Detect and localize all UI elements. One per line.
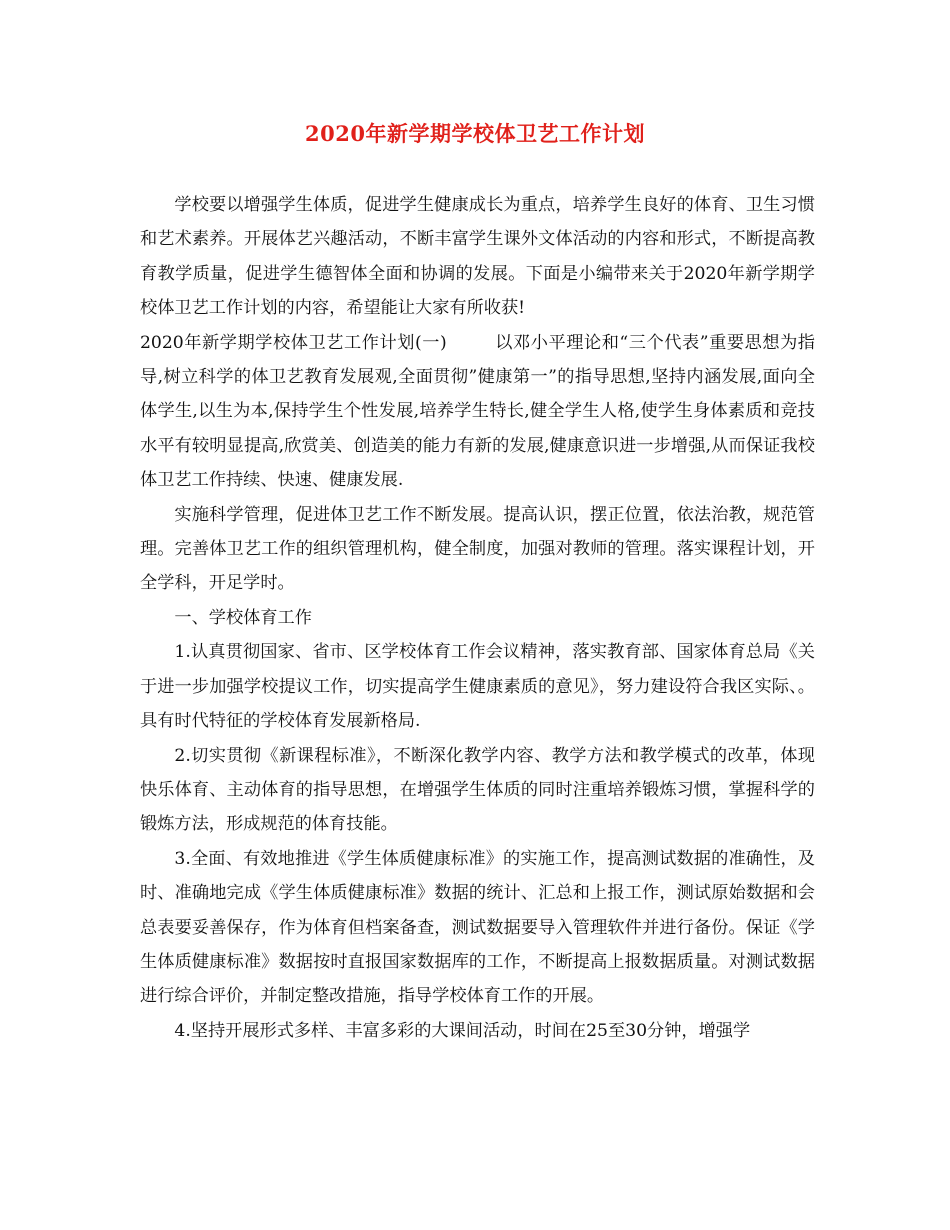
intro-paragraph: 学校要以增强学生体质，促进学生健康成长为重点，培养学生良好的体育、卫生习惯和艺术素养。开展体艺兴趣活动，不断丰富学生课外文体活动的内容和形式，不断提高教育教学质量，促进学生德智体全面和协调的发展。下面是小编带来关于2020年新学期学校体卫艺工作计划的内容，希望能让大家有所收获! bbox=[140, 195, 815, 319]
section-paragraph bbox=[140, 326, 815, 498]
heading-school-sports: 一、学校体育工作 bbox=[174, 607, 312, 628]
section-lead: 以邓小平理论和“三个代表”重要思想为指导,树立科学的体卫艺教育发展观,全面贯彻”健康第一”的指导思想,坚持内涵发展,面向全体学生,以生为本,保持学生个性发展,培养学生特长,健全学生人格,使学生身体素质和竞技水平有较明显提高,欣赏美、创造美的能力有新的发展,健康意识进一步增强,从而保证我校体卫艺工作持续、快速、健康发展. bbox=[140, 332, 815, 491]
document-title: 2020年新学期学校体卫艺工作计划 bbox=[305, 121, 645, 146]
section-title: 2020年新学期学校体卫艺工作计划(一) bbox=[140, 332, 447, 353]
item-1-paragraph: 1.认真贯彻国家、省市、区学校体育工作会议精神，落实教育部、国家体育总局《关于进一步加强学校提议工作，切实提高学生健康素质的意见》，努力建设符合我区实际、。具有时代特征的学校体育发展新格局. bbox=[140, 642, 815, 732]
item-4-paragraph: 4.坚持开展形式多样、丰富多彩的大课间活动，时间在25至30分钟，增强学 bbox=[174, 1020, 751, 1041]
item-3-paragraph: 3.全面、有效地推进《学生体质健康标准》的实施工作，提高测试数据的准确性，及时、准确地完成《学生体质健康标准》数据的统计、汇总和上报工作，测试原始数据和会总表要妥善保存，作为体育但档案备查，测试数据要导入管理软件并进行备份。保证《学生体质健康标准》数据按时直报国家数据库的工作，不断提高上报数据质量。对测试数据进行综合评价，并制定整改措施，指导学校体育工作的开展。 bbox=[140, 848, 815, 1007]
item-2-paragraph: 2.切实贯彻《新课程标准》，不断深化教学内容、教学方法和教学模式的改革，体现快乐体育、主动体育的指导思想，在增强学生体质的同时注重培养锻炼习惯，掌握科学的锻炼方法，形成规范的体育技能。 bbox=[140, 745, 815, 835]
document-body bbox=[140, 188, 815, 1048]
management-paragraph: 实施科学管理，促进体卫艺工作不断发展。提高认识，摆正位置，依法治教，规范管理。完善体卫艺工作的组织管理机构，健全制度，加强对教师的管理。落实课程计划，开全学科，开足学时。 bbox=[140, 504, 815, 594]
